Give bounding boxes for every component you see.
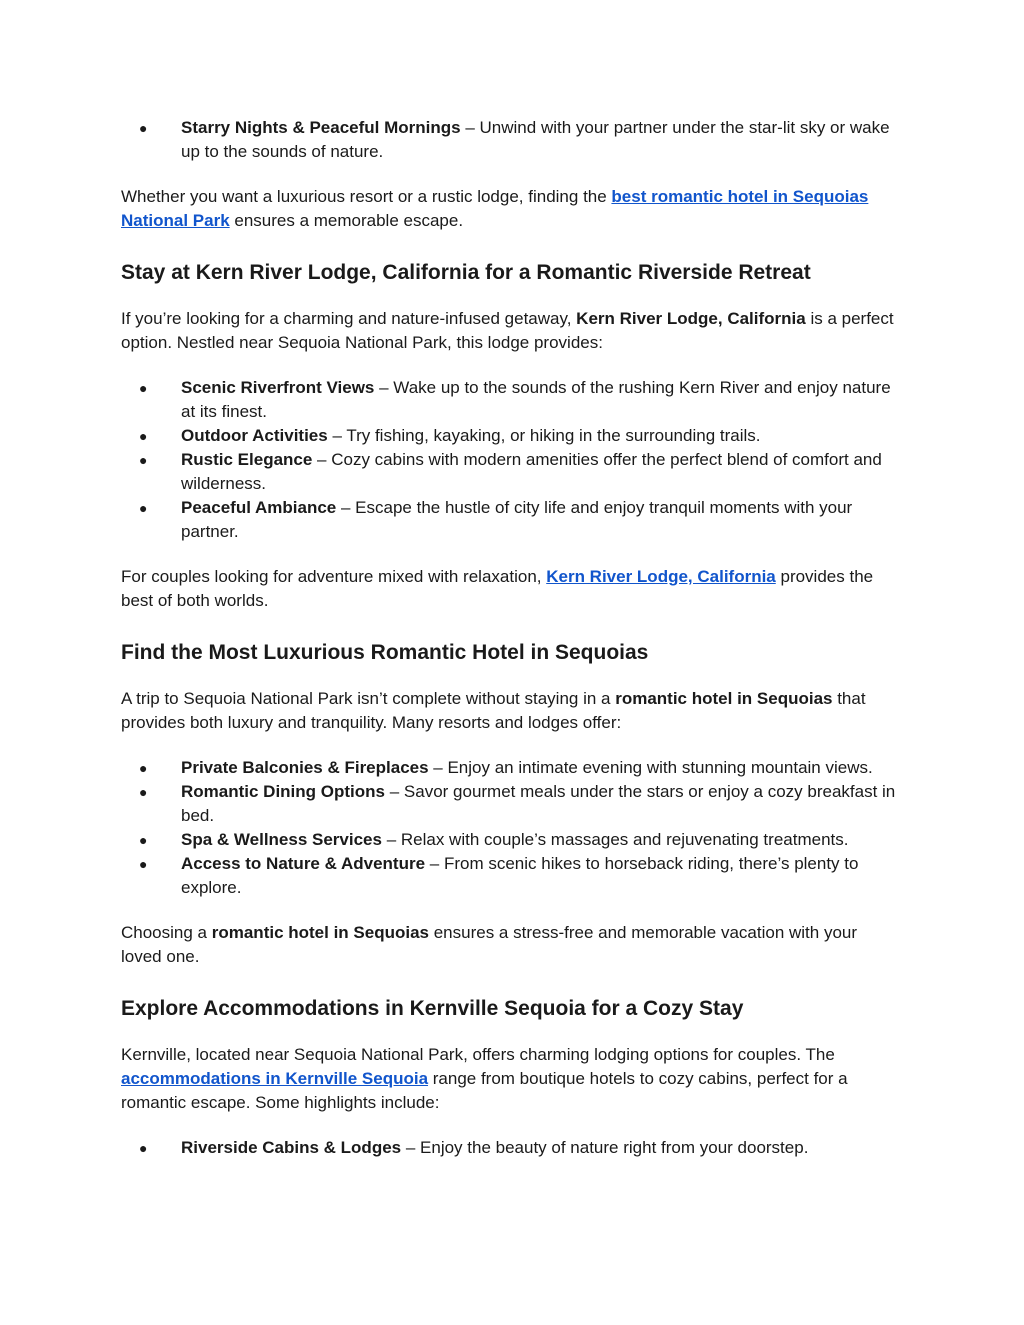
section3-paragraph bbox=[121, 1043, 897, 1115]
item-text: – Unwind with your partner under the star-lit sky or wake up to the sounds of nature. bbox=[181, 118, 890, 161]
item-title: Access to Nature & Adventure bbox=[181, 854, 426, 873]
item-title: Outdoor Activities bbox=[181, 426, 328, 445]
section2-closing-paragraph bbox=[121, 921, 897, 969]
paragraph-text: Choosing a bbox=[121, 923, 212, 942]
bullet-icon: ● bbox=[139, 760, 148, 776]
paragraph-text: ensures a stress-free and memorable vacation with your loved one. bbox=[121, 923, 858, 966]
item-title: Riverside Cabins & Lodges bbox=[181, 1138, 402, 1157]
section2-bullet-list bbox=[121, 756, 897, 900]
list-item bbox=[121, 852, 897, 900]
item-text: – From scenic hikes to horseback riding, there’s plenty to explore. bbox=[181, 854, 859, 897]
paragraph-text: Whether you want a luxurious resort or a rustic lodge, finding the bbox=[121, 187, 612, 206]
section-heading-kern-river-lodge: Stay at Kern River Lodge, California for a Romantic Riverside Retreat bbox=[121, 261, 811, 284]
paragraph-text: ensures a memorable escape. bbox=[229, 211, 464, 230]
list-item bbox=[121, 828, 897, 852]
bullet-icon: ● bbox=[139, 1140, 148, 1156]
bullet-icon: ● bbox=[139, 428, 148, 444]
paragraph-bold: romantic hotel in Sequoias bbox=[615, 689, 833, 708]
item-text: – Escape the hustle of city life and enjoy tranquil moments with your partner. bbox=[181, 498, 853, 541]
intro-bullet-list bbox=[121, 116, 897, 164]
bullet-icon: ● bbox=[139, 784, 148, 800]
bullet-icon: ● bbox=[139, 832, 148, 848]
section-heading-luxurious-hotel: Find the Most Luxurious Romantic Hotel in Sequoias bbox=[121, 641, 649, 664]
best-romantic-hotel-link[interactable]: best romantic hotel in Sequoias National Park bbox=[121, 187, 869, 230]
paragraph-bold: Kern River Lodge, California bbox=[576, 309, 806, 328]
item-text: – Cozy cabins with modern amenities offer the perfect blend of comfort and wilderness. bbox=[181, 450, 882, 493]
list-item bbox=[121, 1136, 897, 1160]
paragraph-text: Kernville, located near Sequoia National Park, offers charming lodging options for couples. The bbox=[121, 1045, 835, 1064]
list-item bbox=[121, 756, 897, 780]
paragraph-text: For couples looking for adventure mixed with relaxation, bbox=[121, 567, 547, 586]
paragraph-text: that provides both luxury and tranquility. Many resorts and lodges offer: bbox=[121, 689, 866, 732]
item-text: – Savor gourmet meals under the stars or enjoy a cozy breakfast in bed. bbox=[181, 782, 896, 825]
bullet-icon: ● bbox=[139, 452, 148, 468]
item-text: – Wake up to the sounds of the rushing Kern River and enjoy nature at its finest. bbox=[181, 378, 891, 421]
section2-paragraph bbox=[121, 687, 897, 735]
list-item bbox=[121, 496, 897, 544]
section1-closing-paragraph bbox=[121, 565, 897, 613]
item-text: – Enjoy an intimate evening with stunning mountain views. bbox=[428, 758, 873, 777]
item-title: Romantic Dining Options bbox=[181, 782, 385, 801]
bullet-icon: ● bbox=[139, 856, 148, 872]
section3-bullet-list bbox=[121, 1136, 897, 1160]
item-title: Scenic Riverfront Views bbox=[181, 378, 375, 397]
paragraph-text: If you’re looking for a charming and nature-infused getaway, bbox=[121, 309, 577, 328]
list-item bbox=[121, 116, 897, 164]
item-text: – Enjoy the beauty of nature right from your doorstep. bbox=[401, 1138, 809, 1157]
list-item bbox=[121, 376, 897, 424]
list-item bbox=[121, 448, 897, 496]
bullet-icon: ● bbox=[139, 500, 148, 516]
item-title: Peaceful Ambiance bbox=[181, 498, 337, 517]
section-heading-kernville-accommodations: Explore Accommodations in Kernville Sequoia for a Cozy Stay bbox=[121, 997, 744, 1020]
item-title: Private Balconies & Fireplaces bbox=[181, 758, 429, 777]
kernville-accommodations-link[interactable]: accommodations in Kernville Sequoia bbox=[121, 1069, 429, 1088]
paragraph-text: A trip to Sequoia National Park isn’t complete without staying in a bbox=[121, 689, 616, 708]
section1-paragraph bbox=[121, 307, 897, 355]
list-item bbox=[121, 780, 897, 828]
bullet-icon: ● bbox=[139, 380, 148, 396]
paragraph-text: range from boutique hotels to cozy cabins, perfect for a romantic escape. Some highlights include: bbox=[121, 1069, 848, 1112]
kern-river-lodge-link[interactable]: Kern River Lodge, California bbox=[546, 567, 776, 586]
paragraph-text: provides the best of both worlds. bbox=[121, 567, 874, 610]
paragraph-bold: romantic hotel in Sequoias bbox=[211, 923, 429, 942]
item-title: Starry Nights & Peaceful Mornings bbox=[181, 118, 461, 137]
document-content bbox=[121, 116, 897, 1160]
list-item bbox=[121, 424, 897, 448]
paragraph-text: is a perfect option. Nestled near Sequoia National Park, this lodge provides: bbox=[121, 309, 894, 352]
item-title: Rustic Elegance bbox=[181, 450, 313, 469]
bullet-icon: ● bbox=[139, 120, 148, 136]
intro-paragraph bbox=[121, 185, 897, 233]
section1-bullet-list bbox=[121, 376, 897, 544]
item-text: – Try fishing, kayaking, or hiking in the surrounding trails. bbox=[327, 426, 761, 445]
item-title: Spa & Wellness Services bbox=[181, 830, 382, 849]
item-text: – Relax with couple’s massages and rejuvenating treatments. bbox=[381, 830, 849, 849]
